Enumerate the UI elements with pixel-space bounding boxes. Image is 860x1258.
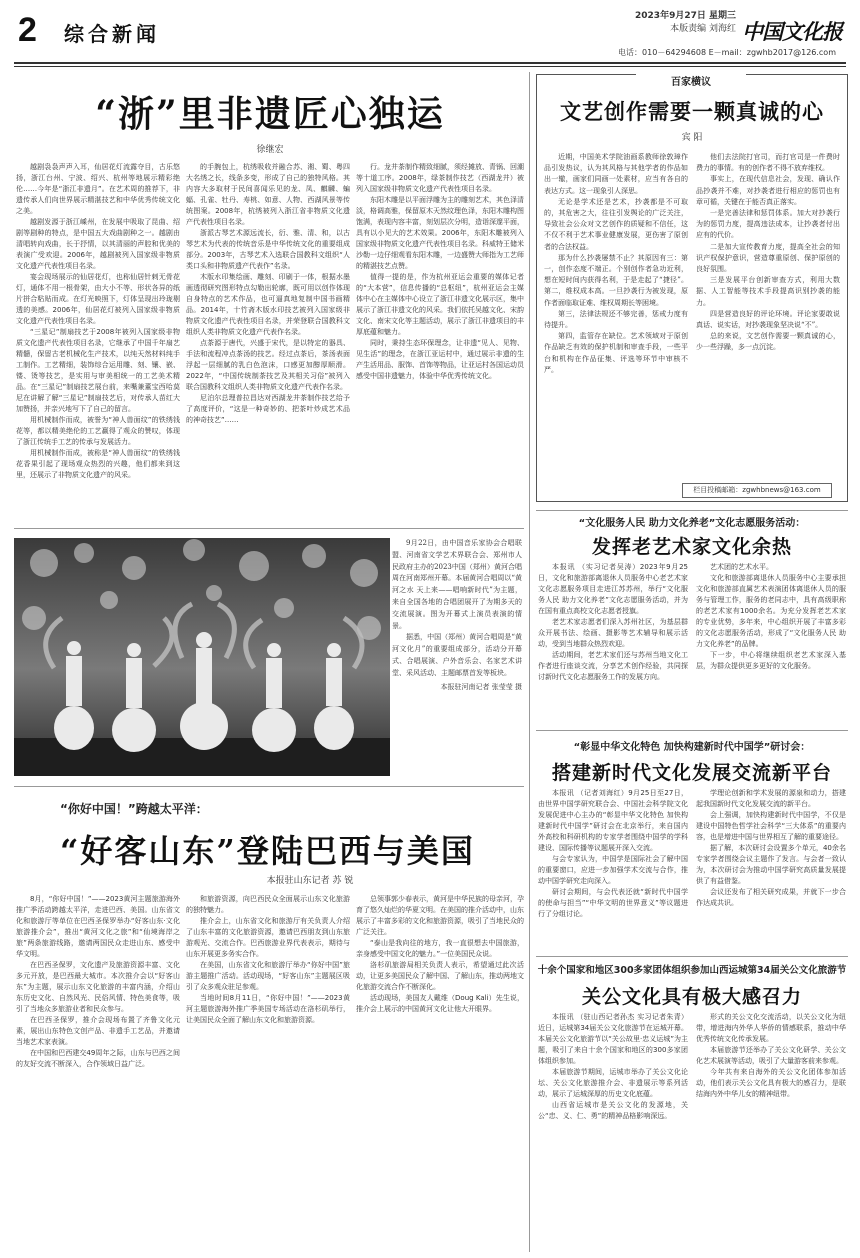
column-divider: [529, 72, 530, 1252]
paragraph: 本届旅游节还举办了关公文化研学、关公文化艺术展演等活动，吸引了大量游客前来参观。: [696, 1046, 846, 1065]
section-divider: [536, 730, 848, 731]
caption-text: 9月22日，由中国音乐家协会合唱联盟、河南省文学艺术界联合会、郑州市人民政府主办的2023中国（郑州）黄河合唱周在河南郑州开幕。本届黄河合唱周以“黄河之水 天上来——唱响新时代”为主题，来自全国各地的合唱团展开了为期多天的交流展演。图为开幕式上演员表演的情景。: [392, 539, 522, 630]
paragraph: 在美国，山东省文化和旅游厅举办“你好中国”旅游主题推广活动。活动现场，“好客山东”主题展区吸引了众多观众驻足参观。: [186, 961, 350, 991]
section-divider: [536, 510, 848, 511]
paragraph: 据了解，本次研讨会设置多个单元，40余名专家学者围绕会议主题作了发言。与会者一致认为，本次研讨会为推动中国学研究高质量发展提供了有益借鉴。: [696, 844, 846, 885]
paragraph: 本报讯 （驻山西记者孙杰 实习记者朱青）近日，运城第34届关公文化旅游节在运城开幕。本届关公文化旅游节以“关公故里·忠义运城”为主题，吸引了来自十余个国家和地区的300多家团体组织参加。: [538, 1013, 688, 1065]
section-title: 综合新闻: [64, 22, 160, 46]
paragraph: 行。龙井茶制作精致细腻，须经摊放、青锅、回潮等十道工序。2008年，绿茶制作技艺（西湖龙井）被列入国家级非物质文化遗产代表性项目名录。: [356, 163, 524, 193]
paragraph: 下一步，中心将继续组织老艺术家深入基层，为群众提供更多更好的文化服务。: [696, 651, 846, 670]
photo-caption: [392, 538, 522, 693]
paragraph: 与会专家认为，中国学是国际社会了解中国的重要窗口，应进一步加强学术交流与合作，推动中国学研究走向深入。: [538, 855, 688, 885]
paragraph: 本届旅游节期间，运城市举办了关公文化论坛、关公文化旅游推介会、非遗展示等系列活动，展示了运城深厚的历史文化底蕴。: [538, 1068, 688, 1098]
article-title: 关公文化具有极大感召力: [581, 986, 802, 1008]
paragraph: 越剧袅袅声声入耳，仙居花灯流露夺目，古乐悠扬，浙江台州、宁波、绍兴、杭州等地展示精彩绝伦……今年是“浙江非遗月”。在艺术周的推荐下，非遗传承人们向世界展示精湛技艺和中华优秀传统文化之美。: [16, 163, 180, 215]
article-title: “好客山东”登陆巴西与美国: [60, 832, 475, 870]
article-column: [16, 894, 180, 1250]
contact-line: 电话：010－64294608 E－mail：zgwhb2017@126.com: [618, 48, 836, 57]
paragraph: 值得一提的是，作为杭州亚运会重要的媒体记者的“大本营”，信息传播的“总枢纽”，杭州亚运会主媒体中心在主媒体中心设立了浙江非遗文化展示区，集中展示了浙江非遗文化的风采。我们依托吴越文化、宋韵文化、南宋文化等主题活动，展示了浙江非遗项目的丰厚底蕴和魅力。: [356, 273, 524, 336]
masthead-meta: [586, 10, 736, 35]
paragraph: 第四，监管存在缺位。艺术领域对于原创作品缺乏有效的保护机制和审查手段，一些平台和机构在作品征集、评选等环节中审核不严。: [544, 332, 688, 374]
paragraph: “三星记”制扇技艺于2008年被列入国家级非物质文化遗产代表性项目名录，它继承了中国千年扇艺精髓，保留古老机械化生产技术，以纯天然材料纯手工制作。工艺精细，装饰综合运用雕、刻、镶、嵌、镂、烫等技艺，是实用与审美相统一的工艺美术精品。在“三星记”制扇技艺展台前，来嘴兼董宝西哈莫尼在讲解了解“三星记”制扇技艺后，对传承人苗红大加赞扬，并亲兴地写下了自己的留言。: [16, 328, 180, 413]
article-kicker: 十余个国家和地区300多家团体组织参加山西运城第34届关公文化旅游节: [537, 965, 847, 976]
paragraph: 浙派古琴艺术源远流长，衍、雅、清、和，以古琴艺术为代表的传统音乐是中华传统文化的重要组成部分。2003年，古琴艺术入选联合国教科文组织“人类口头和非物质遗产代表作”名录。: [186, 229, 350, 270]
article-title: 搭建新时代文化发展交流新平台: [551, 762, 832, 784]
article-title: 发挥老艺术家文化余热: [591, 536, 792, 558]
article-column: [538, 562, 688, 726]
section-divider: [14, 528, 524, 529]
paragraph: “泰山是我向往的地方，我一直很想去中国旅游，亲身感受中国文化的魅力。”一位美国民众说。: [356, 939, 524, 958]
article-column: [696, 788, 846, 952]
paragraph: 尼泊尔总理普拉昌达对西湖龙井茶制作技艺给予了高度评价，“这是一种奇妙的、把茶叶炒成艺术品的神奇技艺”……: [186, 394, 350, 424]
paragraph: 今年共有来自海外的关公文化团体参加活动，他们表示关公文化具有极大的感召力，是联结海内外中华儿女的精神纽带。: [696, 1068, 846, 1098]
article-column: [696, 562, 846, 726]
paragraph: 二是加大宣传教育力度，提高全社会的知识产权保护意识，营造尊重原创、保护原创的良好氛围。: [696, 242, 840, 274]
masthead-rule: [14, 62, 846, 64]
article-column: [16, 162, 180, 524]
article-title: “浙”里非遗匠心独运: [95, 93, 445, 135]
paragraph: 本报讯 （实习记者吴涛）2023年9月25日，文化和旅游部离退休人员服务中心老艺术家文化志愿服务项目走进江苏苏州，举行“文化服务人民 助力文化养老”文化志愿服务活动，并为在国有重点高校文化志愿者授旗。: [538, 563, 688, 615]
paragraph: 在中国和巴西建交49周年之际，山东与巴西之间的友好交流不断深入，合作领域日益广泛。: [16, 1049, 180, 1068]
paragraph: 一是完善法律和惩罚体系。加大对抄袭行为的惩罚力度，提高违法成本，让抄袭者付出应有的代价。: [696, 209, 840, 240]
article-column: [356, 894, 524, 1250]
paragraph: 三是发展平台创新审查方式，利用大数据、人工智能等技术手段提高识别抄袭的能力。: [696, 276, 840, 307]
paragraph: 艺术团的艺术水平。: [710, 563, 773, 571]
paragraph: 和旅游资源，向巴西民众全面展示山东文化旅游的独特魅力。: [186, 895, 350, 914]
date-line: 2023年9月27日 星期三: [635, 11, 736, 21]
submission-email: 栏目投稿邮箱：zgwhbnews@163.com: [682, 483, 832, 498]
paragraph: 洛杉矶旅游局相关负责人表示，希望通过此次活动，让更多美国民众了解中国、了解山东，推动两地文化旅游交流合作不断深化。: [356, 961, 524, 991]
paragraph: 山西省运城市是关公文化的发源地，关公“忠、义、仁、勇”的精神品格影响深远。: [538, 1101, 688, 1120]
paragraph: 活动现场，美国友人戴维（Doug Kali）先生说，推介会上展示的中国黄河文化让他大开眼界。: [356, 994, 524, 1013]
column-tag: 百家横议: [636, 73, 746, 88]
paragraph: 本报讯 （记者刘海红）9月25日至27日，由世界中国学研究联合会、中国社会科学院文化发展促进中心主办的“彰显中华文化特色 加快构建新时代中国学”研讨会在北京举行，来自国内外高校和科研机构的专家学者围绕中国学的学科建设、国际传播等议题展开深入交流。: [538, 789, 688, 852]
paragraph: 他们去法院打官司，而打官司是一件费时费力的事情。有的创作者不得不放弃维权。: [696, 153, 840, 173]
section-divider: [14, 786, 524, 787]
paragraph: 用机械制作而成，被誉为“神人兽面纹”的铁绣钱花等，都以精美绝伦的工艺赢得了观众的赞叹，体现了浙江传统手工艺的传承与发展活力。: [16, 416, 180, 446]
article-author: 徐继宏: [256, 145, 284, 155]
paragraph: 东阳木雕是以平面浮雕为主的雕刻艺术，其色泽清淡，格调高雅，保留原木天然纹理色泽，东阳木雕构图饱满，表现内容丰富，刻划层次分明，造诣深邃平面，具有以小见大的艺术效果。2006年，东阳木雕被列入国家级非物质文化遗产代表性项目名录。科威特王储米沙勒一边仔细观看东阳木雕，一边盛赞大师指为工艺师的精湛技艺点赞。: [356, 196, 524, 270]
article-column: [538, 788, 688, 952]
paragraph: 学理论创新和学术发展的源泉和动力，搭建起我国新时代文化发展交流的新平台。: [696, 789, 846, 808]
paragraph: 研讨会期间，与会代表还就“新时代中国学的使命与担当”“中华文明的世界意义”等议题进行了分组讨论。: [538, 888, 688, 918]
paragraph: 用机械制作而成，被称是“神人兽面纹”的铁绣钱花香果引起了现场观众热烈的兴趣，他们都来到这里，还展示了非物质文化遗产的风采。: [16, 449, 180, 479]
paragraph: 的手腕包上，杭绣吸收并融合苏、湘、蜀、粤四大名绣之长，线条多变，形成了自己的独特风格。其内容大多取材于民间喜闻乐见的龙、凤、麒麟、蝙蝠、孔雀、牡丹、寿桃、如意、人物、西湖风景等传统图案。2008年，杭绣被列入浙江省非物质文化遗产代表性项目名录。: [186, 163, 350, 226]
commentary-author: 宾 阳: [681, 133, 703, 143]
paragraph: 推介会上，山东省文化和旅游厅有关负责人介绍了山东丰富的文化旅游资源，邀请巴西朋友到山东旅游观光、交流合作。巴西旅游业界代表表示，期待与山东开展更多务实合作。: [186, 917, 350, 958]
article-column: [186, 894, 350, 1250]
section-divider: [536, 956, 848, 957]
caption-text: 据悉，中国（郑州）黄河合唱周是“黄河文化月”的重要组成部分，活动分开幕式、合唱展演、户外音乐会、名家艺术讲堂、采风活动、主题邮票首发等板块。: [392, 633, 522, 677]
paragraph: 在巴西圣保罗，文化遗产及旅游资源丰富、文化多元开放，是巴西最大城市。本次推介会以“好客山东”为主题，展示山东文化旅游的丰富内涵，介绍山东历史文化、自然风光、民俗风情、特色美食等，吸引了当地众多旅游业者和民众参与。: [16, 961, 180, 1013]
paragraph: 事实上，在现代信息社会，发现、确认作品抄袭并不难，对抄袭者进行相应的惩罚也有章可循，关键在于能否真正落实。: [696, 175, 840, 206]
paragraph: 同时，秉持生态环保理念，让非遗“见人、见物、见生活”的理念，在浙江亚运村中，通过展示非遗的生产生活用品、服饰、首饰等物品，让亚运村各国运动员感受中国非遗魅力，体验中华优秀传统文化。: [356, 339, 524, 380]
commentary-column: [696, 152, 840, 478]
commentary-column: [544, 152, 688, 478]
paragraph: 四是营造良好的评论环境。评论家要敢说真话、说实话，对抄袭现象坚决说“不”。: [696, 309, 840, 330]
article-column: [538, 1012, 688, 1250]
editor-line: 本版责编 刘海红: [670, 23, 736, 34]
paragraph: 无论是学术还是艺术，抄袭都是不可取的，其危害之大，往往引发舆论的广泛关注，导致社会公众对文艺创作的质疑和不信任，这不仅不利于艺术事业健康发展，更伤害了原创者的合法权益。: [544, 197, 688, 251]
newspaper-logo: 中国文化报: [742, 19, 842, 44]
masthead-rule-thin: [14, 66, 846, 67]
paragraph: 老艺术家志愿者们深入苏州社区，为基层群众开展书法、绘画、摄影等艺术辅导和展示活动，受到当地群众热烈欢迎。: [538, 618, 688, 648]
paragraph: 总领事郭少春表示，黄河是中华民族的母亲河，孕育了悠久灿烂的华夏文明。在美国的推介活动中，山东展示了丰富多彩的文化和旅游资源，吸引了当地民众的广泛关注。: [356, 895, 524, 936]
article-kicker: “彰显中华文化特色 加快构建新时代中国学”研讨会：: [573, 742, 811, 753]
paragraph: 8月，“你好中国！”——2023黄河主题旅游海外推广季活动跨越太平洋，走进巴西、美国。山东省文化和旅游厅等单位在巴西圣保罗举办“好客山东·文化旅游推介会”，推出“黄河文化之旅”和“仙境海岸之旅”两条旅游线路，邀请两国民众走进山东、感受中华文明。: [16, 895, 180, 958]
paragraph: 会上强调，加快构建新时代中国学，不仅是建设中国特色哲学社会科学“三大体系”的重要内容，也是增进中国与世界相互了解的重要途径。: [696, 811, 846, 841]
paragraph: 当地时间8月11日，“你好中国！”——2023黄河主题旅游海外推广季美国专场活动在洛杉矶举行，让美国民众全面了解山东文化和旅游资源。: [186, 994, 350, 1024]
article-column: [356, 162, 524, 524]
paragraph: 会议还发布了相关研究成果，并就下一步合作达成共识。: [696, 888, 846, 907]
paragraph: 木版水印集绘画、雕刻、印刷于一体，根据水墨画透彻研究图形特点勾勒出轮廓，既可用以创作体现自身特点的艺术作品，也可逼真地复制中国书画精品。2014年，十竹斋木版水印技艺被列入国家级非物质文化遗产代表性项目名录，并荣登联合国教科文组织人类非物质文化遗产代表作名录。: [186, 273, 350, 336]
article-kicker: “文化服务人民 助力文化养老”文化志愿服务活动：: [578, 518, 806, 529]
article-column: [186, 162, 350, 524]
article-kicker: “你好中国！”跨越太平洋：: [60, 802, 208, 816]
page-number: 2: [18, 11, 37, 49]
paragraph: 文化和旅游部离退休人员服务中心主要承担文化和旅游部直属艺术表演团体离退休人员的服务与管理工作，服务的老同志中，具有高级职称的老艺术家有1000余名。为充分发挥老艺术家的专业优势，多年来，中心组织开展了丰富多彩的文化志愿服务活动，形成了“文化服务人民 助力文化养老”的品牌。: [696, 574, 846, 648]
paragraph: 近期，中国美术学院油画系教师徐敦璋作品引发热议，认为其风格与其他学者的作品如出一辙，画家们同画一处素材，应当有各自的表达方式。这一现象引人深思。: [544, 153, 688, 195]
article-byline: 本报驻山东记者 苏 锐: [266, 876, 354, 886]
photo-credit: 本报驻河南记者 张莹莹 摄: [440, 682, 522, 691]
paragraph: 点茶源于唐代，兴盛于宋代，是以特定的器具、手法和流程冲点茶汤的技艺。经过点茶后，茶汤表面浮起一层细腻的乳白色泡沫，口感更加醇厚顺滑。2022年，“中国传统制茶技艺及其相关习俗”被列入联合国教科文组织人类非物质文化遗产代表作名录。: [186, 339, 350, 391]
paragraph: 在巴西圣保罗，推介会现场布置了齐鲁文化元素，展出山东特色文创产品、非遗手工艺品，并邀请当地艺术家表演。: [16, 1016, 180, 1046]
paragraph: 那为什么抄袭屡禁不止？其原因有三：第一，创作态度不端正。个别创作者急功近利，想在短时间内获得名利，于是走起了“捷径”。第二，维权成本高。一旦抄袭行为被发现，原作者面临取证难、维权周期长等困境。: [544, 253, 688, 307]
news-photo: [14, 538, 390, 776]
commentary-title: 文艺创作需要一颗真诚的心: [560, 99, 824, 124]
paragraph: 形式的关公文化交流活动，以关公文化为纽带，增进海内外华人华侨的情感联系，推动中华优秀传统文化传承发展。: [696, 1013, 846, 1043]
paragraph: 宴会现场展示的仙居花灯，也称仙居针刺无骨花灯，通体不用一根骨架，由大小不等、形状各异的纸片拼合粘贴而成。在灯光映照下，灯体呈现出玲珑剔透的美感。2006年，仙居花灯被列入国家级非物质文化遗产代表性项目名录。: [16, 273, 180, 325]
article-column: [696, 1012, 846, 1250]
photo-illustration: [14, 538, 390, 776]
paragraph: 总的来说，文艺创作需要一颗真诚的心，少一些浮躁，多一点沉淀。: [696, 332, 840, 352]
paragraph: 越剧发源于浙江嵊州，在发展中吸取了昆曲、绍剧等剧种的特点，是中国五大戏曲剧种之一。越剧由清唱转向戏曲，长于抒情，以其清丽的声腔和优美的表演广受欢迎。2006年，越剧被列入国家级非物质文化遗产代表性项目名录。: [16, 218, 180, 270]
paragraph: 第三，法律法规还不够完善，惩戒力度有待提升。: [544, 309, 688, 330]
paragraph: 活动期间，老艺术家们还与苏州当地文化工作者进行座谈交流，分享艺术创作经验，共同探讨新时代文化志愿服务工作的发展方向。: [538, 651, 688, 681]
